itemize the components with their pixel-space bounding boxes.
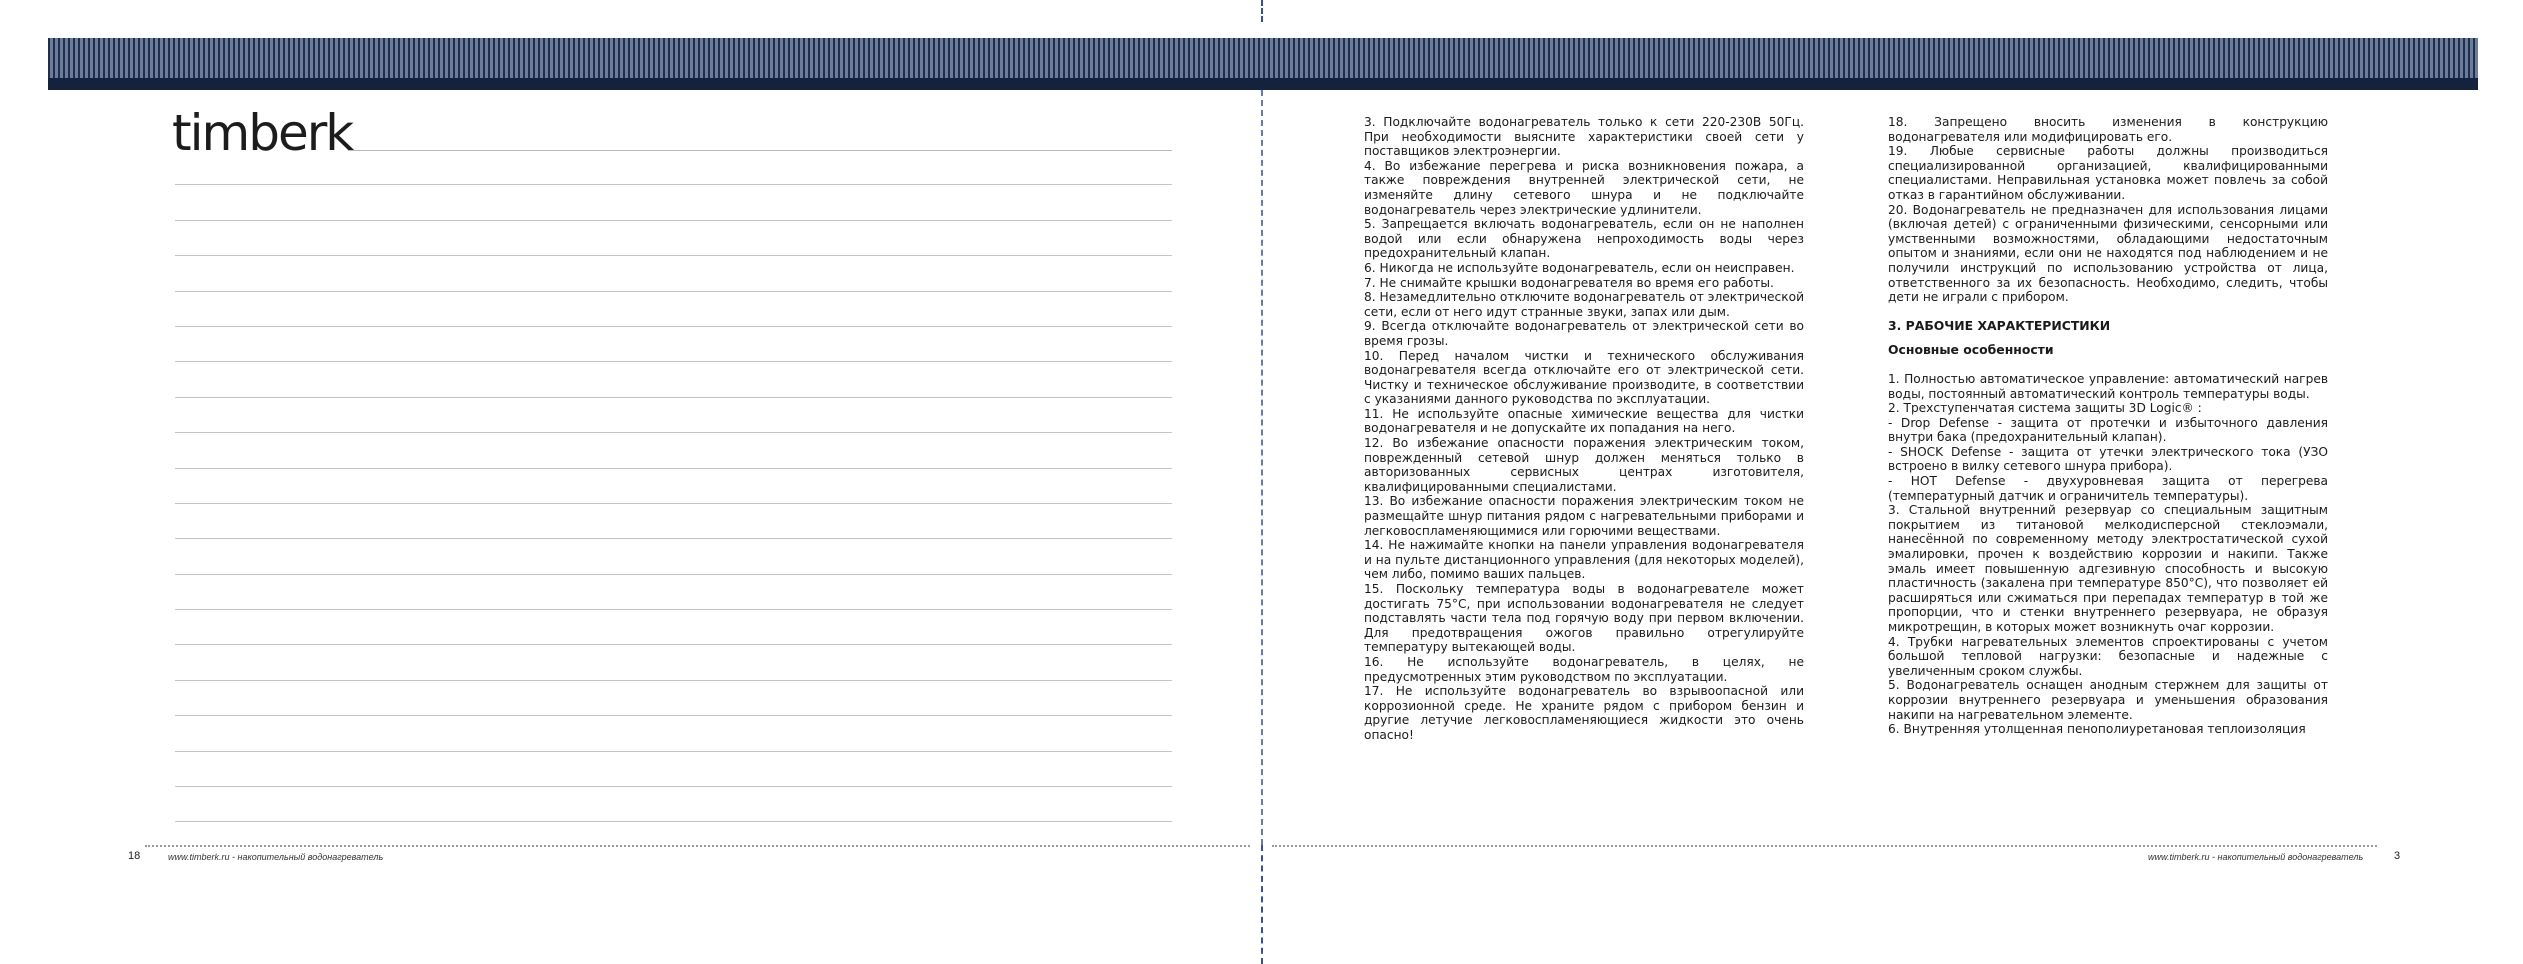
note-line: [175, 716, 1172, 751]
feature-paragraph: 3. Стальной внутренний резервуар со специальным защитным покрытием из титановой мелкодисперсной стеклоэмали, нанесённой по современному методу электростатической сухой эмалировки, прочен к воздействию коррозии и накипи. Также эмаль имеет повышенную адгезивную способность и высокую пластичность (закалена при температуре 850°C), что позволяет ей расширяться или сжиматься при перепадах температур в той же пропорции, что и стенки внутреннего резервуара, не образуя микротрещин, в которых может возникнуть очаг коррозии.: [1888, 503, 2328, 634]
note-line: [175, 504, 1172, 539]
feature-paragraph: 1. Полностью автоматическое управление: автоматический нагрев воды, постоянный автоматический контроль температуры воды.: [1888, 371, 2328, 401]
rule-paragraph: 16. Не используйте водонагреватель, в целях, не предусмотренных этим руководством по эксплуатации.: [1364, 654, 1804, 684]
notes-lines: [175, 150, 1172, 822]
right-column-1: [1364, 115, 1804, 743]
feature-paragraph: - HOT Defense - двухуровневая защита от перегрева (температурный датчик и ограничитель температуры).: [1888, 474, 2328, 503]
left-footer-text: www.timberk.ru - накопительный водонагреватель: [168, 852, 384, 862]
right-footer-text: www.timberk.ru - накопительный водонагреватель: [2148, 852, 2364, 862]
safety-rules-continued: [1888, 115, 2328, 305]
feature-paragraph: 5. Водонагреватель оснащен анодным стержнем для защиты от коррозии внутреннего резервуара и уменьшения образования накипи на нагревательном элементе.: [1888, 678, 2328, 722]
note-line: [175, 327, 1172, 362]
rule-paragraph: 4. Во избежание перегрева и риска возникновения пожара, а также повреждения внутренней электрической сети, не изменяйте длину сетевого шнура и не подключайте водонагреватель через электрические удлинители.: [1364, 158, 1804, 217]
rule-paragraph: 7. Не снимайте крышки водонагревателя во время его работы.: [1364, 275, 1774, 290]
note-line: [175, 645, 1172, 680]
brand-logo: timberk: [172, 104, 353, 162]
right-column-2: [1888, 115, 2328, 737]
left-footer-rule: [145, 845, 1250, 847]
note-line: [175, 150, 1172, 185]
right-footer-rule: [1272, 845, 2377, 847]
feature-paragraph: 2. Трехступенчатая система защиты 3D Logic® :: [1888, 401, 2202, 416]
right-page-number: 3: [2394, 850, 2401, 862]
note-line: [175, 575, 1172, 610]
feature-paragraph: - Drop Defense - защита от протечки и избыточного давления внутри бака (предохранительный клапан).: [1888, 415, 2328, 445]
center-fold-line: [1261, 90, 1263, 845]
rule-paragraph: 18. Запрещено вносить изменения в конструкцию водонагревателя или модифицировать его.: [1888, 115, 2328, 144]
note-line: [175, 256, 1172, 291]
note-line: [175, 185, 1172, 220]
rule-paragraph: 19. Любые сервисные работы должны производиться специализированной организацией, квалифицированными специалистами. Неправильная установка может повлечь за собой отказ в гарантийном обслуживании.: [1888, 144, 2328, 202]
left-page-number: 18: [128, 850, 141, 862]
note-line: [175, 469, 1172, 504]
rule-paragraph: 15. Поскольку температура воды в водонагревателе может достигать 75°C, при использовании водонагревателя не следует подставлять части тела под горячую воду при первом включении. Для предотвращения ожогов правильно отрегулируйте температуру вытекающей воды.: [1364, 582, 1804, 655]
note-line: [175, 752, 1172, 787]
note-line: [175, 362, 1172, 397]
note-line: [175, 398, 1172, 433]
note-line: [175, 292, 1172, 327]
header-stripe-band: [48, 38, 2478, 90]
note-line: [175, 433, 1172, 468]
center-fold-bottom: [1261, 845, 1263, 964]
rule-paragraph: 5. Запрещается включать водонагреватель, если он не наполнен водой или если обнаружена непроходимость воды через предохранительный клапан.: [1364, 217, 1804, 261]
feature-paragraph: - SHOCK Defense - защита от утечки электрического тока (УЗО встроено в вилку сетевого шнура прибора).: [1888, 444, 2328, 474]
subsection-title: Основные особенности: [1888, 342, 2054, 358]
rule-paragraph: 12. Во избежание опасности поражения электрическим током, поврежденный сетевой шнур должен меняться только в авторизованных сервисных центрах изготовителя, квалифицированными специалистами.: [1364, 436, 1804, 494]
rule-paragraph: 10. Перед началом чистки и технического обслуживания водонагревателя всегда отключайте его от электрической сети. Чистку и техническое обслуживание производите, в соответствии с указаниями данного руководства по эксплуатации.: [1364, 348, 1804, 407]
rule-paragraph: 9. Всегда отключайте водонагреватель от электрической сети во время грозы.: [1364, 319, 1804, 348]
section-title: 3. РАБОЧИЕ ХАРАКТЕРИСТИКИ: [1888, 317, 2111, 333]
feature-paragraph: 6. Внутренняя утолщенная пенополиуретановая теплоизоляция: [1888, 722, 2306, 737]
note-line: [175, 610, 1172, 645]
center-fold-top: [1261, 0, 1263, 22]
rule-paragraph: 13. Во избежание опасности поражения электрическим током не размещайте шнур питания рядом с нагревательными приборами и легковоспламеняющимися или горючими веществами.: [1364, 494, 1804, 538]
rule-paragraph: 8. Незамедлительно отключите водонагреватель от электрической сети, если от него идут странные звуки, запах или дым.: [1364, 290, 1804, 319]
rule-paragraph: 14. Не нажимайте кнопки на панели управления водонагревателя и на пульте дистанционного управления (для некоторых моделей), чем либо, помимо ваших пальцев.: [1364, 538, 1804, 582]
rule-paragraph: 17. Не используйте водонагреватель во взрывоопасной или коррозионной среде. Не храните рядом с прибором бензин и другие летучие легковоспламеняющиеся жидкости это очень опасно!: [1364, 684, 1804, 742]
rule-paragraph: 6. Никогда не используйте водонагреватель, если он неисправен.: [1364, 260, 1795, 275]
feature-paragraph: 4. Трубки нагревательных элементов спроектированы с учетом большой тепловой нагрузки: безопасные и надежные с увеличенным сроком службы.: [1888, 634, 2328, 678]
note-line: [175, 539, 1172, 574]
note-line: [175, 681, 1172, 716]
rule-paragraph: 20. Водонагреватель не предназначен для использования лицами (включая детей) с ограниченными физическими, сенсорными или умственными возможностями, обладающими недостаточным опытом и знаниями, если они не находятся под наблюдением и не получили инструкций по использованию устройства от лица, ответственного за их безопасность. Необходимо, следить, чтобы дети не играли с прибором.: [1888, 202, 2328, 305]
rule-paragraph: 3. Подключайте водонагреватель только к сети 220-230В 50Гц. При необходимости выясните характеристики своей сети у поставщиков электроэнергии.: [1364, 115, 1804, 159]
features-list: [1888, 372, 2328, 737]
note-line: [175, 787, 1172, 822]
note-line: [175, 221, 1172, 256]
rule-paragraph: 11. Не используйте опасные химические вещества для чистки водонагревателя и не допускайте их попадания на него.: [1364, 406, 1804, 436]
